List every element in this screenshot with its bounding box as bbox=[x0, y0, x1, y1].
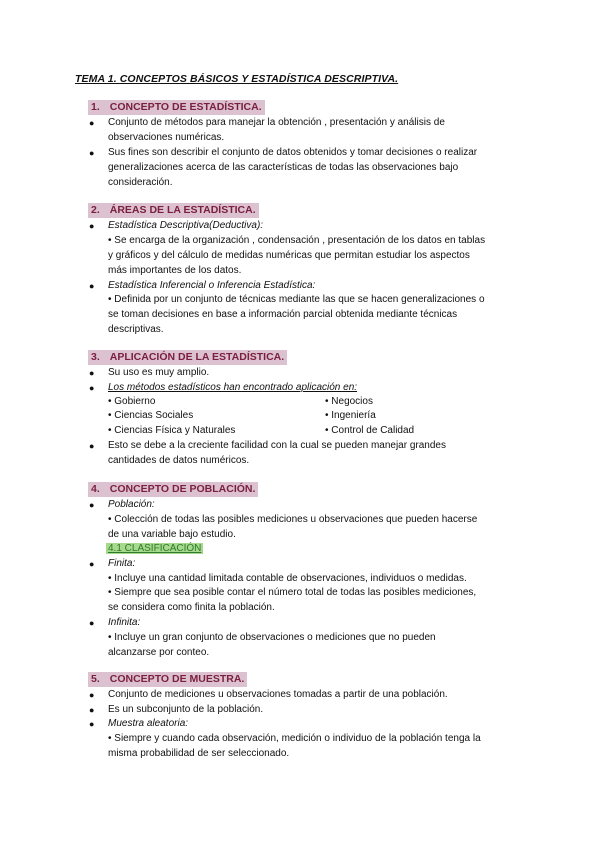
bullet-icon: ● bbox=[89, 148, 95, 158]
section-1-title: CONCEPTO DE ESTADÍSTICA. bbox=[109, 101, 262, 113]
section-2-heading bbox=[88, 203, 259, 218]
section-1-number: 1. bbox=[91, 101, 100, 113]
section-5-number: 5. bbox=[91, 673, 100, 685]
s5-line-1: Conjunto de mediciones u observaciones tomadas a partir de una población. bbox=[108, 689, 448, 700]
bullet-icon: ● bbox=[89, 705, 95, 715]
s3-col1-item: • Ciencias Física y Naturales bbox=[108, 425, 236, 436]
s4-subtitle-3: Infinita: bbox=[108, 617, 141, 628]
s4-line-2: de una variable bajo estudio. bbox=[108, 529, 236, 540]
section-4-number: 4. bbox=[91, 483, 100, 495]
section-5-heading bbox=[88, 672, 247, 687]
s3-col1-item: • Gobierno bbox=[108, 396, 156, 407]
s2-subtitle-1: Estadística Descriptiva(Deductiva): bbox=[108, 220, 264, 231]
s3-line-3: Esto se debe a la creciente facilidad con la cual se pueden manejar grandes bbox=[108, 440, 446, 451]
s3-col2-item: • Ingeniería bbox=[325, 410, 376, 421]
bullet-icon: ● bbox=[89, 559, 95, 569]
s2-subtitle-2: Estadística Inferencial o Inferencia Estadística: bbox=[108, 280, 316, 291]
bullet-icon: ● bbox=[89, 500, 95, 510]
section-1-heading bbox=[88, 100, 265, 115]
s1-line-3: Sus fines son describir el conjunto de datos obtenidos y tomar decisiones o realizar bbox=[108, 147, 478, 158]
s5-line-3: • Siempre y cuando cada observación, medición o individuo de la población tenga la bbox=[108, 733, 481, 744]
s2-line-4: • Definida por un conjunto de técnicas mediante las que se hacen generalizaciones o bbox=[108, 294, 485, 305]
s3-line-2: Los métodos estadísticos han encontrado aplicación en: bbox=[108, 382, 358, 393]
s4-line-7: alcanzarse por conteo. bbox=[108, 647, 210, 658]
s3-line-4: cantidades de datos numéricos. bbox=[108, 455, 250, 466]
s4-classification-tag bbox=[106, 542, 203, 556]
s5-line-2: Es un subconjunto de la población. bbox=[108, 704, 264, 715]
s3-col2-item: • Negocios bbox=[325, 396, 373, 407]
s4-line-5: se considera como finita la población. bbox=[108, 602, 275, 613]
s2-line-3: más importantes de los datos. bbox=[108, 265, 242, 276]
bullet-icon: ● bbox=[89, 618, 95, 628]
bullet-icon: ● bbox=[89, 368, 95, 378]
s2-line-2: y gráficos y del cálculo de medidas numéricas que permitan estudiar los aspectos bbox=[108, 250, 470, 261]
s3-line-1: Su uso es muy amplio. bbox=[108, 367, 210, 378]
section-2-number: 2. bbox=[91, 204, 100, 216]
s4-subtitle-2: Finita: bbox=[108, 558, 136, 569]
bullet-icon: ● bbox=[89, 441, 95, 451]
s4-classification-label: 4.1 CLASIFICACIÓN bbox=[108, 543, 202, 554]
section-3-title: APLICACIÓN DE LA ESTADÍSTICA. bbox=[109, 351, 285, 363]
s3-col1-item: • Ciencias Sociales bbox=[108, 410, 194, 421]
s5-line-4: misma probabilidad de ser seleccionado. bbox=[108, 748, 290, 759]
bullet-icon: ● bbox=[89, 118, 95, 128]
section-3-heading bbox=[88, 350, 287, 365]
s5-subtitle-1: Muestra aleatoria: bbox=[108, 718, 189, 729]
section-4-title: CONCEPTO DE POBLACIÓN. bbox=[109, 483, 256, 495]
s4-line-1: • Colección de todas las posibles mediciones u observaciones que pueden hacerse bbox=[108, 514, 478, 525]
bullet-icon: ● bbox=[89, 281, 95, 291]
s3-col2-item: • Control de Calidad bbox=[325, 425, 415, 436]
section-4-heading bbox=[88, 482, 258, 497]
bullet-icon: ● bbox=[89, 383, 95, 393]
s4-subtitle-1: Población: bbox=[108, 499, 155, 510]
s1-line-5: consideración. bbox=[108, 177, 173, 188]
document-title: TEMA 1. CONCEPTOS BÁSICOS Y ESTADÍSTICA DESCRIPTIVA. bbox=[75, 73, 399, 85]
section-2-title: ÁREAS DE LA ESTADÍSTICA. bbox=[109, 204, 256, 216]
bullet-icon: ● bbox=[89, 690, 95, 700]
section-5-title: CONCEPTO DE MUESTRA. bbox=[109, 673, 245, 685]
bullet-icon: ● bbox=[89, 221, 95, 231]
s1-line-4: generalizaciones acerca de las características de todas las observaciones bajo bbox=[108, 162, 459, 173]
s1-line-1: Conjunto de métodos para manejar la obtención , presentación y análisis de bbox=[108, 117, 445, 128]
s1-line-2: observaciones numéricas. bbox=[108, 132, 225, 143]
bullet-icon: ● bbox=[89, 719, 95, 729]
s4-line-3: • Incluye una cantidad limitada contable de observaciones, individuos o medidas. bbox=[108, 573, 467, 584]
s2-line-6: descriptivas. bbox=[108, 324, 164, 335]
s4-line-4: • Siempre que sea posible contar el número total de todas las posibles mediciones, bbox=[108, 587, 477, 598]
section-3-number: 3. bbox=[91, 351, 100, 363]
s2-line-5: se toman decisiones en base a información parcial obtenida mediante técnicas bbox=[108, 309, 458, 320]
s4-line-6: • Incluye un gran conjunto de observaciones o mediciones que no pueden bbox=[108, 632, 436, 643]
s2-line-1: • Se encarga de la organización , condensación , presentación de los datos en tablas bbox=[108, 235, 486, 246]
